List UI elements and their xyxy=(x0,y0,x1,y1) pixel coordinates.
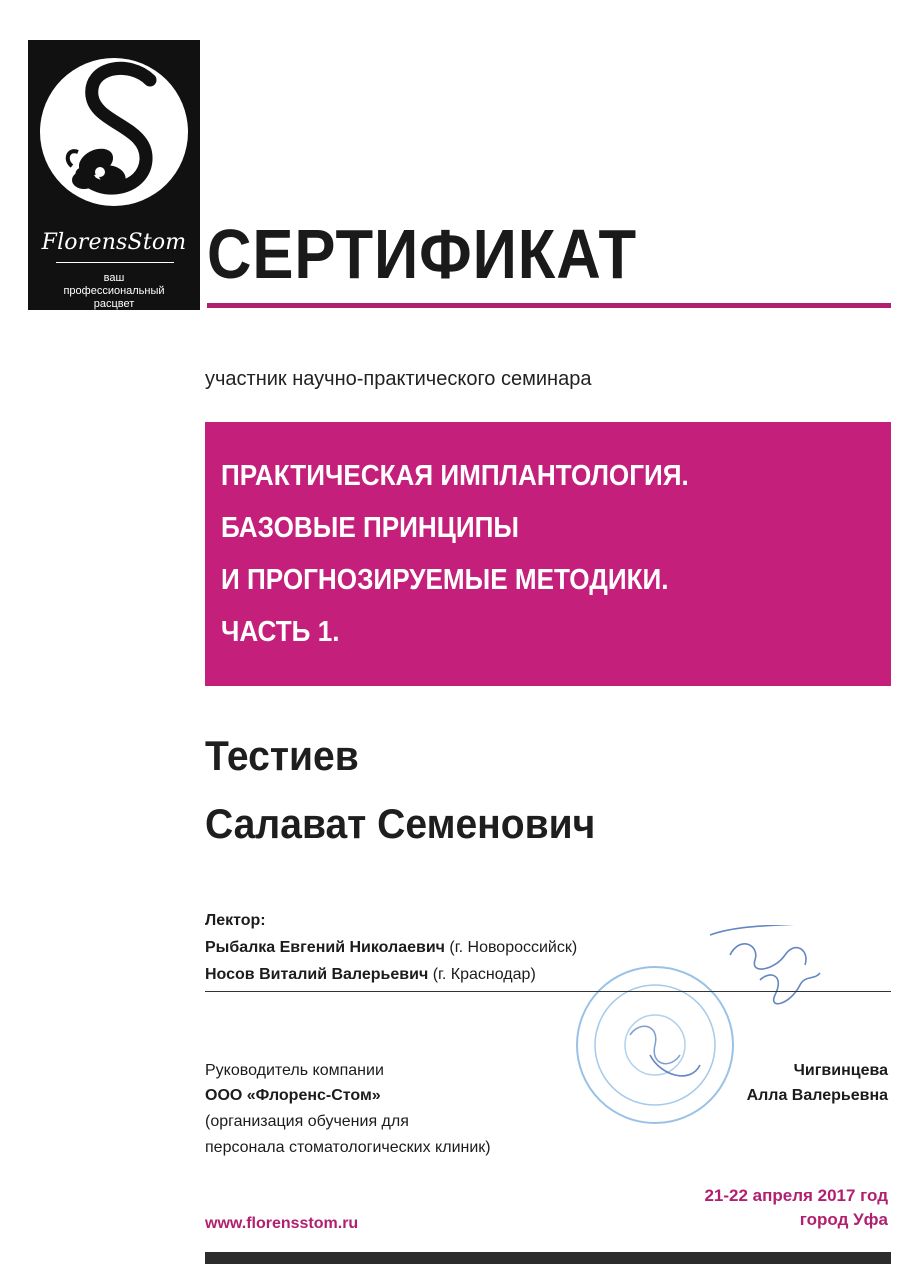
lecturer-name: Рыбалка Евгений Николаевич xyxy=(205,939,445,956)
lecturer-item xyxy=(205,966,536,984)
lecturer-city: (г. Краснодар) xyxy=(432,966,536,983)
lecturer-divider xyxy=(205,991,891,992)
participant-label: участник научно-практического семинара xyxy=(205,368,592,390)
seminar-title-line: ЧАСТЬ 1. xyxy=(221,616,340,648)
seminar-title-panel xyxy=(205,422,891,686)
recipient-given-name: Салават Семенович xyxy=(205,800,596,847)
lecturer-label: Лектор: xyxy=(205,912,266,929)
header-divider xyxy=(207,303,891,308)
event-date: 21-22 апреля 2017 год xyxy=(704,1186,888,1205)
certificate-title: СЕРТИФИКАТ xyxy=(207,215,638,293)
seminar-title-line: БАЗОВЫЕ ПРИНЦИПЫ xyxy=(221,512,519,544)
footer-bar xyxy=(205,1252,891,1264)
signer-given-name: Алла Валерьевна xyxy=(746,1087,888,1104)
seminar-title-line: ПРАКТИЧЕСКАЯ ИМПЛАНТОЛОГИЯ. xyxy=(221,460,689,492)
lecturer-name: Носов Виталий Валерьевич xyxy=(205,966,429,983)
logo-tagline: ваш профессиональный расцвет xyxy=(63,272,165,310)
lecturer-item xyxy=(205,939,577,957)
lecturer-city: (г. Новороссийск) xyxy=(449,939,578,956)
logo-divider xyxy=(56,262,174,263)
signer-surname: Чигвинцева xyxy=(793,1062,888,1079)
logo-brand-name: FlorensStom xyxy=(41,230,187,255)
company-logo xyxy=(28,40,200,310)
seminar-title-line: И ПРОГНОЗИРУЕМЫЕ МЕТОДИКИ. xyxy=(221,564,669,596)
head-company: ООО «Флоренс-Стом» xyxy=(205,1087,381,1104)
head-role: Руководитель компании xyxy=(205,1062,384,1079)
event-city: город Уфа xyxy=(799,1210,888,1229)
head-description-2: персонала стоматологических клиник) xyxy=(205,1139,491,1156)
handwritten-signature xyxy=(650,925,850,1076)
head-description-1: (организация обучения для xyxy=(205,1113,409,1130)
recipient-surname: Тестиев xyxy=(205,732,359,779)
website-link[interactable]: www.florensstom.ru xyxy=(205,1215,359,1232)
orchid-s-emblem-icon xyxy=(38,52,190,212)
